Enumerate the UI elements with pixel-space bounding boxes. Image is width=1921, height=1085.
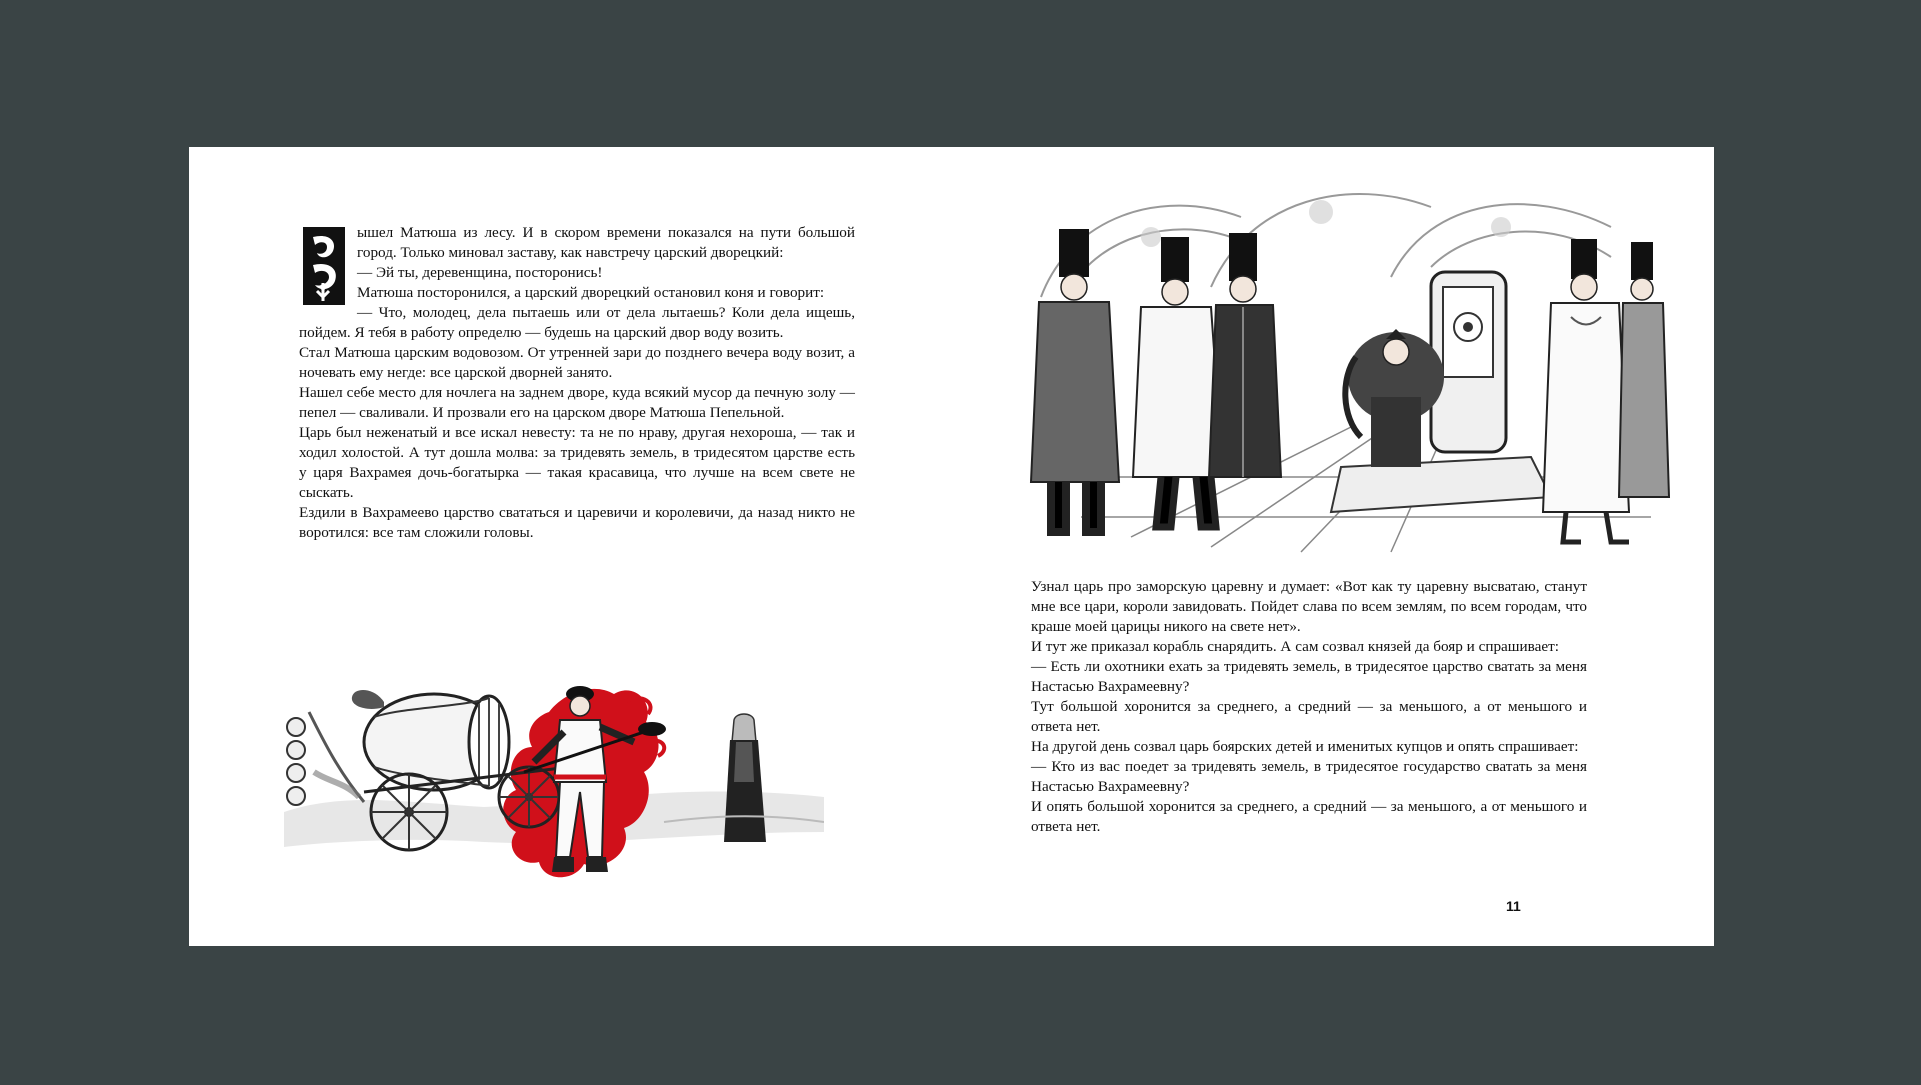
paragraph: Матюша посторонился, а царский дворецкий остановил коня и говорит: [357,284,825,301]
page-number: 11 [1506,898,1521,914]
throne-hall-illustration [1011,177,1671,557]
book-spread [189,147,1714,946]
paragraph: — Кто из вас поедет за тридевять земель, в тридесятое государство сватать за меня Настасью Вахрамеевну? [1031,758,1587,795]
paragraph: Узнал царь про заморскую царевну и думает: «Вот как ту царевну высватаю, станут мне все цари, короли завидовать. Пойдет слава по всем землям, по всем городам, что краше моей царицы никого на свете нет». [1031,578,1587,635]
paragraph: Царь был неженатый и все искал невесту: та не по нраву, другая нехороша, — так и ходил холостой. А тут дошла молва: за тридевять земель, в тридесятом царстве есть у царя Вахрамея дочь-богатырка — такая красавица, что лучше на всем свете не сыскать. [299,424,855,501]
left-page [189,147,951,946]
paragraph: Ездили в Вахрамеево царство свататься и царевичи и королевичи, да назад никто не воротился: все там сложили головы. [299,504,855,541]
paragraph: — Что, молодец, дела пытаешь или от дела лытаешь? Коли дела ищешь, пойдем. Я тебя в работу определю — будешь на царский двор воду возить. [299,304,855,341]
right-page-text [1031,577,1587,837]
right-page [951,147,1714,946]
paragraph: И тут же приказал корабль снарядить. А сам созвал князей да бояр и спрашивает: [1031,638,1559,655]
paragraph: Стал Матюша царским водовозом. От утренней зари до позднего вечера воду возит, а ночевать ему негде: все царской дворней занято. [299,344,855,381]
paragraph: На другой день созвал царь боярских детей и именитых купцов и опять спрашивает: [1031,738,1579,755]
water-cart-illustration [284,632,824,912]
paragraph: Нашел себе место для ночлега на заднем дворе, куда всякий мусор да печную золу — пепел — сваливали. И прозвали его на царском дворе Матюша Пепельной. [299,384,855,421]
paragraph: — Есть ли охотники ехать за тридевять земель, в тридесятое царство сватать за меня Настасью Вахрамеевну? [1031,658,1587,695]
left-page-text [299,223,855,543]
paragraph: И опять большой хоронится за среднего, а средний — за меньшого, а от меньшого и ответа нет. [1031,798,1587,835]
drop-cap-letter-v [299,225,349,307]
paragraph: — Эй ты, деревенщина, посторонись! [357,264,603,281]
paragraph: ышел Матюша из лесу. И в скором времени показался на пути большой город. Только миновал заставу, как навстречу царский дворецкий: [357,224,855,261]
paragraph: Тут большой хоронится за среднего, а средний — за меньшого, а от меньшого и ответа нет. [1031,698,1587,735]
